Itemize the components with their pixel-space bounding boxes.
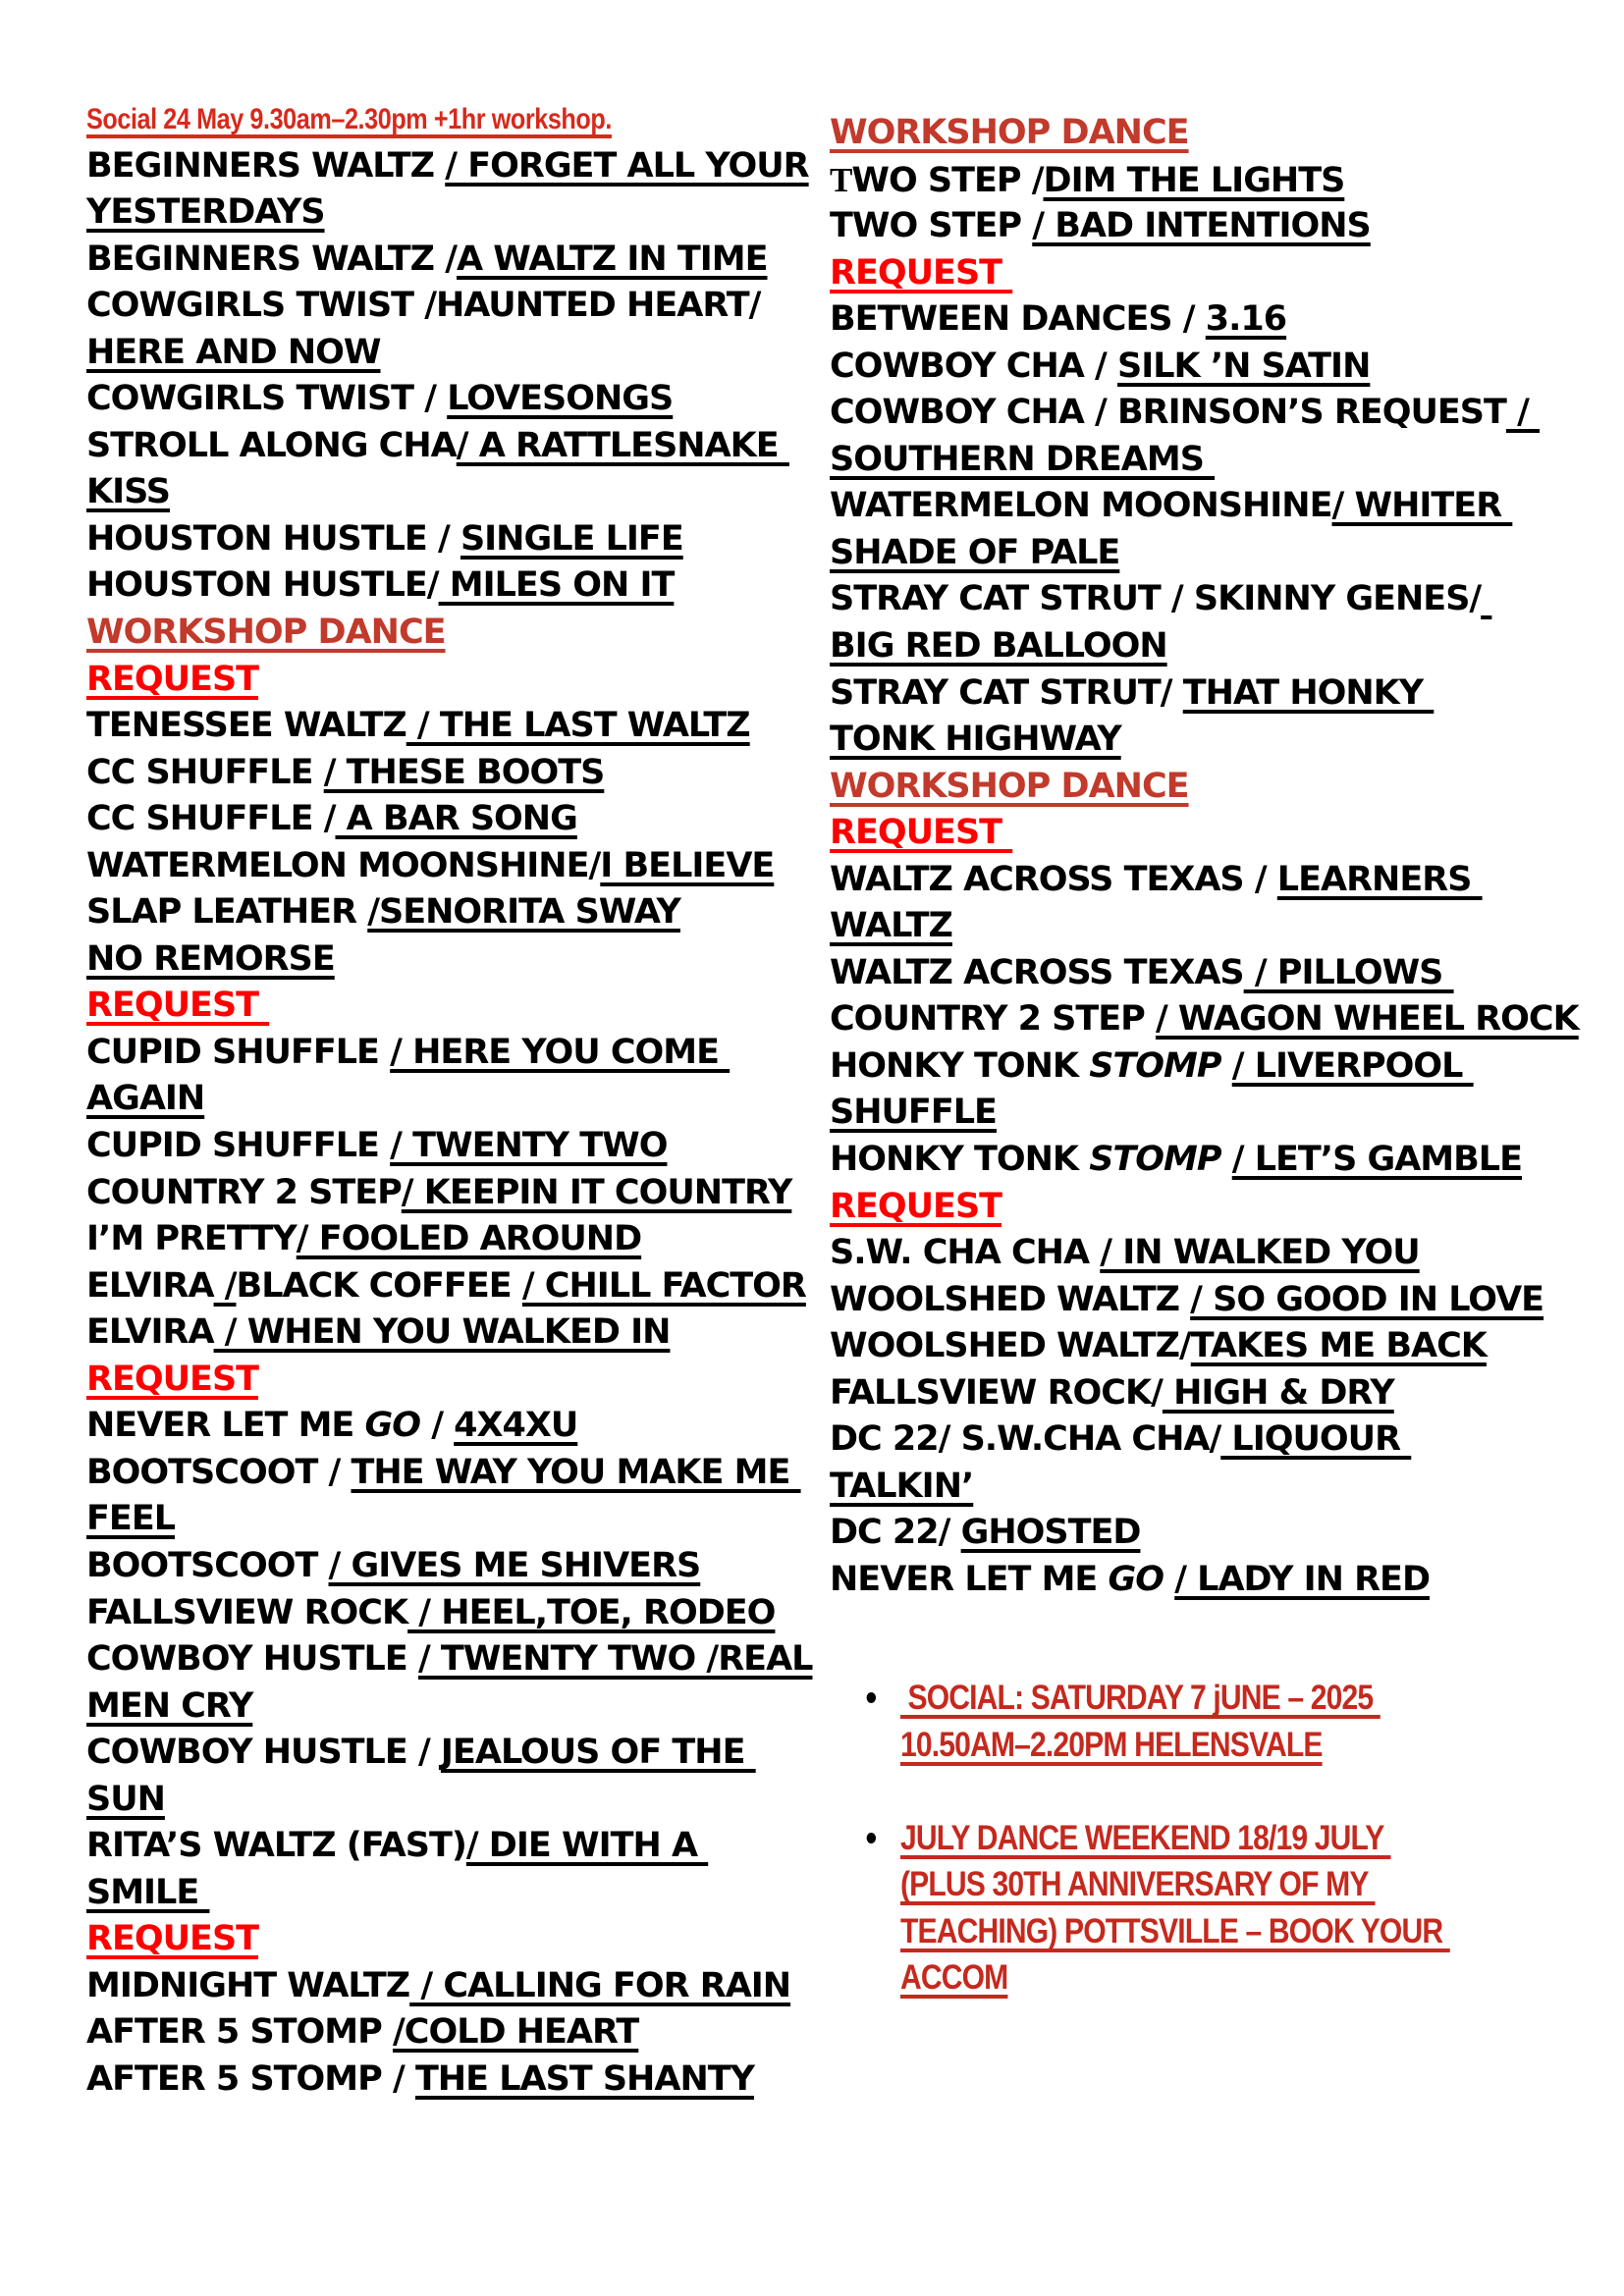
underlined-text: Social 24 May 9.30am–2.30pm +1hr workshop. xyxy=(86,103,612,135)
song-line xyxy=(86,936,833,984)
underlined-text: WORKSHOP DANCE xyxy=(86,613,446,653)
underlined-text: WORKSHOP DANCE xyxy=(830,113,1189,152)
song-line xyxy=(830,1370,1615,1417)
song-line xyxy=(830,1277,1615,1324)
song-line xyxy=(86,796,833,843)
underlined-text: / LIVERPOOL xyxy=(1231,1045,1474,1086)
underlined-text: / THESE BOOTS xyxy=(323,752,605,792)
plain-text: COWBOY HUSTLE xyxy=(86,1639,418,1680)
plain-text: NEVER LET ME xyxy=(86,1406,365,1446)
underlined-text: / TWENTY TWO xyxy=(390,1126,668,1166)
song-line xyxy=(86,1590,833,1637)
underlined-text: WORKSHOP DANCE xyxy=(830,766,1189,806)
underlined-text: FEEL xyxy=(86,1499,176,1539)
plain-text: WO STEP / xyxy=(851,160,1044,200)
underlined-text: LOVESONGS xyxy=(447,379,674,419)
underlined-text: / HEEL,TOE, RODEO xyxy=(407,1592,776,1632)
underlined-text: THE LAST SHANTY xyxy=(414,2058,754,2099)
song-line xyxy=(830,1416,1615,1464)
song-line xyxy=(86,1730,833,1777)
song-line xyxy=(86,1496,833,1543)
song-line xyxy=(86,562,833,610)
plain-text: S.W. CHA CHA xyxy=(830,1233,1101,1273)
underlined-text: SMILE xyxy=(86,1872,210,1912)
request-heading xyxy=(86,983,833,1030)
song-line xyxy=(86,1170,833,1217)
song-line xyxy=(86,516,833,563)
underlined-text: SILK ’N SATIN xyxy=(1116,346,1371,386)
underlined-text: ACCOM xyxy=(900,1958,1008,1998)
plain-text: HOUSTON HUSTLE / xyxy=(86,518,460,559)
song-line xyxy=(830,950,1615,997)
plain-text: DC 22/ S.W.CHA CHA/ xyxy=(830,1419,1221,1460)
underlined-text: / BAD INTENTIONS xyxy=(1032,206,1371,246)
song-line xyxy=(86,1403,833,1450)
underlined-text: / THE LAST WALTZ xyxy=(406,706,750,746)
plain-text: COWBOY CHA / BRINSON’S REQUEST xyxy=(830,393,1506,433)
plain-text: GO xyxy=(364,1406,421,1446)
song-line xyxy=(86,1823,833,1870)
underlined-text: HERE AND NOW xyxy=(86,332,381,372)
underlined-text: / xyxy=(1505,393,1541,433)
underlined-text: NO REMORSE xyxy=(86,938,335,979)
song-line xyxy=(830,996,1615,1043)
song-line xyxy=(86,376,833,423)
underlined-text: / KEEPIN IT COUNTRY xyxy=(401,1172,792,1212)
song-line xyxy=(830,483,1615,530)
song-line xyxy=(86,1076,833,1123)
underlined-text: / CHILL FACTOR xyxy=(521,1265,806,1306)
song-line xyxy=(830,623,1615,670)
plain-text: BETWEEN DANCES / xyxy=(830,299,1206,340)
underlined-text: 4X4XU xyxy=(454,1406,578,1446)
song-line xyxy=(830,1323,1615,1370)
underlined-text: (PLUS 30TH ANNIVERSARY OF MY xyxy=(900,1865,1376,1904)
underlined-text: / FOOLED AROUND xyxy=(296,1219,642,1259)
underlined-text: THE WAY YOU MAKE ME xyxy=(351,1452,801,1492)
plain-text: WALTZ ACROSS TEXAS xyxy=(830,952,1244,992)
plain-text: STROLL ALONG CHA xyxy=(86,425,457,465)
song-line xyxy=(830,670,1615,718)
underlined-text: LIQUOUR xyxy=(1220,1419,1412,1460)
plain-text: AFTER 5 STOMP / xyxy=(86,2058,415,2099)
song-line xyxy=(830,717,1615,764)
underlined-text: DIM THE LIGHTS xyxy=(1043,160,1345,200)
plain-text: COWBOY CHA / xyxy=(830,346,1117,386)
song-line xyxy=(86,1870,833,1917)
plain-text: BEGINNERS WALTZ / xyxy=(86,239,458,279)
song-line xyxy=(830,296,1615,344)
song-line xyxy=(86,2009,833,2056)
song-line xyxy=(86,330,833,377)
plain-text: CUPID SHUFFLE xyxy=(86,1032,391,1072)
underlined-text: / xyxy=(213,1265,237,1306)
underlined-text: AGAIN xyxy=(86,1079,205,1119)
plain-text: BEGINNERS WALTZ xyxy=(86,145,446,186)
plain-text: MIDNIGHT WALTZ xyxy=(86,1965,410,2005)
underlined-text: SOUTHERN DREAMS xyxy=(830,439,1216,479)
underlined-text: 3.16 xyxy=(1205,299,1287,340)
song-line xyxy=(830,903,1615,950)
plain-text: CC SHUFFLE xyxy=(86,752,324,792)
song-line xyxy=(86,237,833,284)
song-line xyxy=(830,157,1615,204)
underlined-text: / IN WALKED YOU xyxy=(1100,1233,1420,1273)
underlined-text: REQUEST xyxy=(86,1359,259,1399)
underlined-text: / CALLING FOR RAIN xyxy=(409,1965,791,2005)
song-line xyxy=(86,1263,833,1310)
underlined-text: HIGH & DRY xyxy=(1162,1372,1394,1413)
plain-text: COWBOY HUSTLE / xyxy=(86,1733,441,1773)
song-line xyxy=(86,283,833,330)
song-line xyxy=(86,423,833,470)
plain-text: CC SHUFFLE / xyxy=(86,799,336,839)
request-heading xyxy=(86,1916,833,1963)
plain-text: WALTZ ACROSS TEXAS / xyxy=(830,859,1277,899)
right-column xyxy=(830,110,1615,1604)
song-line xyxy=(830,857,1615,904)
announcement-line xyxy=(900,1954,1508,2002)
song-line xyxy=(86,1450,833,1497)
song-line xyxy=(86,1963,833,2010)
underlined-text: / FORGET ALL YOUR xyxy=(445,145,809,186)
underlined-text: / LET’S GAMBLE xyxy=(1231,1140,1523,1180)
underlined-text: REQUEST xyxy=(86,986,270,1026)
underlined-text: REQUEST xyxy=(86,659,259,699)
song-line xyxy=(86,143,833,190)
underlined-text: I BELIEVE xyxy=(600,845,775,885)
bullet-dot-icon xyxy=(867,1833,876,1843)
underlined-text: YESTERDAYS xyxy=(86,192,325,233)
plain-text: STRAY CAT STRUT/ xyxy=(830,672,1183,713)
workshop-dance-heading xyxy=(86,610,833,657)
underlined-text: SOCIAL: SATURDAY 7 jUNE – 2025 xyxy=(900,1679,1380,1717)
underlined-text: /COLD HEART xyxy=(392,2012,639,2053)
social-date-heading xyxy=(86,96,713,143)
plain-text: CUPID SHUFFLE xyxy=(86,1126,391,1166)
song-line xyxy=(830,1510,1615,1557)
plain-text: STRAY CAT STRUT / SKINNY GENES/ xyxy=(830,579,1482,619)
song-line xyxy=(86,750,833,797)
request-heading xyxy=(86,657,833,704)
underlined-text: / WHITER xyxy=(1331,486,1513,526)
song-line xyxy=(830,530,1615,577)
plain-text: ELVIRA xyxy=(86,1312,214,1353)
plain-text: WATERMELON MOONSHINE/ xyxy=(86,845,601,885)
request-heading xyxy=(830,810,1615,857)
plain-text: HONKY TONK xyxy=(830,1045,1090,1086)
underlined-text: BIG RED BALLOON xyxy=(830,626,1167,667)
plain-text: SLAP LEATHER xyxy=(86,892,368,933)
song-line xyxy=(86,1216,833,1263)
underlined-text: JULY DANCE WEEKEND 18/19 JULY xyxy=(900,1818,1391,1857)
plain-text: HONKY TONK xyxy=(830,1140,1090,1180)
song-line xyxy=(830,1230,1615,1277)
plain-text: HOUSTON HUSTLE/ xyxy=(86,565,439,606)
underlined-text: / PILLOWS xyxy=(1243,952,1454,992)
underlined-text: MEN CRY xyxy=(86,1685,253,1726)
song-line xyxy=(86,703,833,750)
plain-text: BOOTSCOOT / xyxy=(86,1452,352,1492)
announcement-line xyxy=(900,1908,1508,1955)
plain-text xyxy=(1221,1046,1232,1086)
song-line xyxy=(830,576,1615,623)
underlined-text: / A RATTLESNAKE xyxy=(456,425,789,465)
song-line xyxy=(86,469,833,516)
plain-text: FALLSVIEW ROCK xyxy=(86,1592,408,1632)
song-line xyxy=(830,203,1615,250)
plain-text: COUNTRY 2 STEP xyxy=(830,999,1156,1040)
song-line xyxy=(86,1777,833,1824)
left-column xyxy=(86,96,833,2104)
song-line xyxy=(86,189,833,237)
plain-text: NEVER LET ME xyxy=(830,1559,1109,1599)
song-line xyxy=(830,344,1615,391)
underlined-text: REQUEST xyxy=(830,813,1013,853)
plain-text: RITA’S WALTZ (FAST) xyxy=(86,1826,466,1866)
plain-text: GO xyxy=(1108,1559,1164,1599)
song-line xyxy=(830,1557,1615,1604)
underlined-text: / WAGON WHEEL ROCK xyxy=(1155,999,1579,1040)
song-line xyxy=(86,1309,833,1357)
song-line xyxy=(86,1543,833,1590)
underlined-text: GHOSTED xyxy=(960,1513,1141,1553)
underlined-text: SINGLE LIFE xyxy=(460,518,683,559)
underlined-text: WALTZ xyxy=(830,906,952,946)
song-line xyxy=(86,1636,833,1683)
plain-text: WATERMELON MOONSHINE xyxy=(830,486,1332,526)
underlined-text: / HERE YOU COME xyxy=(390,1032,731,1072)
underlined-text: TAKES ME BACK xyxy=(1190,1326,1487,1366)
underlined-text: THAT HONKY xyxy=(1182,672,1435,713)
plain-text: BLACK COFFEE xyxy=(236,1265,522,1306)
plain-text: BOOTSCOOT xyxy=(86,1545,329,1585)
song-line xyxy=(830,390,1615,437)
workshop-dance-heading xyxy=(830,110,1615,157)
song-line xyxy=(830,1137,1615,1184)
underlined-text: / DIE WITH A xyxy=(465,1826,709,1866)
underlined-text: SHADE OF PALE xyxy=(830,532,1120,572)
underlined-text: /SENORITA SWAY xyxy=(367,892,680,933)
song-line xyxy=(86,2056,833,2104)
plain-text: TENESSEE WALTZ xyxy=(86,706,406,746)
underlined-text: REQUEST xyxy=(830,252,1013,293)
plain-text: COWGIRLS TWIST / xyxy=(86,379,448,419)
song-line xyxy=(830,1464,1615,1511)
song-line xyxy=(86,889,833,936)
announcements-list xyxy=(900,1675,1607,2002)
underlined-text: SUN xyxy=(86,1779,165,1819)
plain-text: T xyxy=(830,160,852,199)
underlined-text: TALKIN’ xyxy=(830,1466,974,1506)
announcement-line xyxy=(900,1722,1508,1769)
underlined-text: / TWENTY TWO /REAL xyxy=(417,1639,813,1680)
plain-text: DC 22/ xyxy=(830,1513,961,1553)
song-line xyxy=(86,1030,833,1077)
song-line xyxy=(86,1123,833,1170)
announcement-line xyxy=(900,1815,1508,1862)
plain-text xyxy=(1164,1560,1174,1599)
song-line xyxy=(86,1683,833,1731)
song-line xyxy=(830,1090,1615,1137)
underlined-text: A BAR SONG xyxy=(335,799,577,839)
plain-text: WOOLSHED WALTZ xyxy=(830,1279,1191,1319)
underlined-text: REQUEST xyxy=(86,1919,259,1959)
plain-text: WOOLSHED WALTZ/ xyxy=(830,1326,1191,1366)
underlined-text: KISS xyxy=(86,472,170,512)
song-line xyxy=(830,437,1615,484)
underlined-text: REQUEST xyxy=(830,1186,1002,1226)
bullet-dot-icon xyxy=(867,1692,876,1703)
underlined-text: / WHEN YOU WALKED IN xyxy=(213,1312,671,1353)
plain-text: STOMP xyxy=(1089,1045,1221,1086)
plain-text: STOMP xyxy=(1089,1140,1221,1180)
underlined-text: LEARNERS xyxy=(1276,859,1483,899)
underlined-text: MILES ON IT xyxy=(438,565,675,606)
underlined-text: / GIVES ME SHIVERS xyxy=(328,1545,701,1585)
plain-text: TWO STEP xyxy=(830,206,1033,246)
plain-text: ELVIRA xyxy=(86,1265,214,1306)
song-line xyxy=(86,843,833,890)
request-heading xyxy=(830,1184,1615,1231)
song-line xyxy=(830,1043,1615,1091)
underlined-text: / LADY IN RED xyxy=(1174,1559,1431,1599)
underlined-text: TEACHING) POTTSVILLE – BOOK YOUR xyxy=(900,1911,1450,1950)
underlined-text: A WALTZ IN TIME xyxy=(457,239,768,279)
spacer-line xyxy=(900,1768,1508,1815)
underlined-text: JEALOUS OF THE xyxy=(440,1733,756,1773)
plain-text: I’M PRETTY xyxy=(86,1219,297,1259)
underlined-text: SHUFFLE xyxy=(830,1093,997,1133)
plain-text: FALLSVIEW ROCK/ xyxy=(830,1372,1163,1413)
plain-text: COUNTRY 2 STEP xyxy=(86,1172,402,1212)
underlined-text: / SO GOOD IN LOVE xyxy=(1190,1279,1544,1319)
request-heading xyxy=(86,1357,833,1404)
request-heading xyxy=(830,250,1615,297)
underlined-text: TONK HIGHWAY xyxy=(830,720,1121,760)
plain-text xyxy=(1221,1140,1232,1179)
underlined-text: 10.50AM–2.20PM HELENSVALE xyxy=(900,1725,1323,1764)
plain-text: COWGIRLS TWIST /HAUNTED HEART/ xyxy=(86,286,761,326)
plain-text: / xyxy=(420,1406,455,1446)
underlined-text xyxy=(1481,579,1491,618)
announcement-line xyxy=(900,1675,1508,1722)
announcement-line xyxy=(900,1861,1508,1908)
workshop-dance-heading xyxy=(830,764,1615,811)
plain-text: AFTER 5 STOMP xyxy=(86,2012,393,2053)
